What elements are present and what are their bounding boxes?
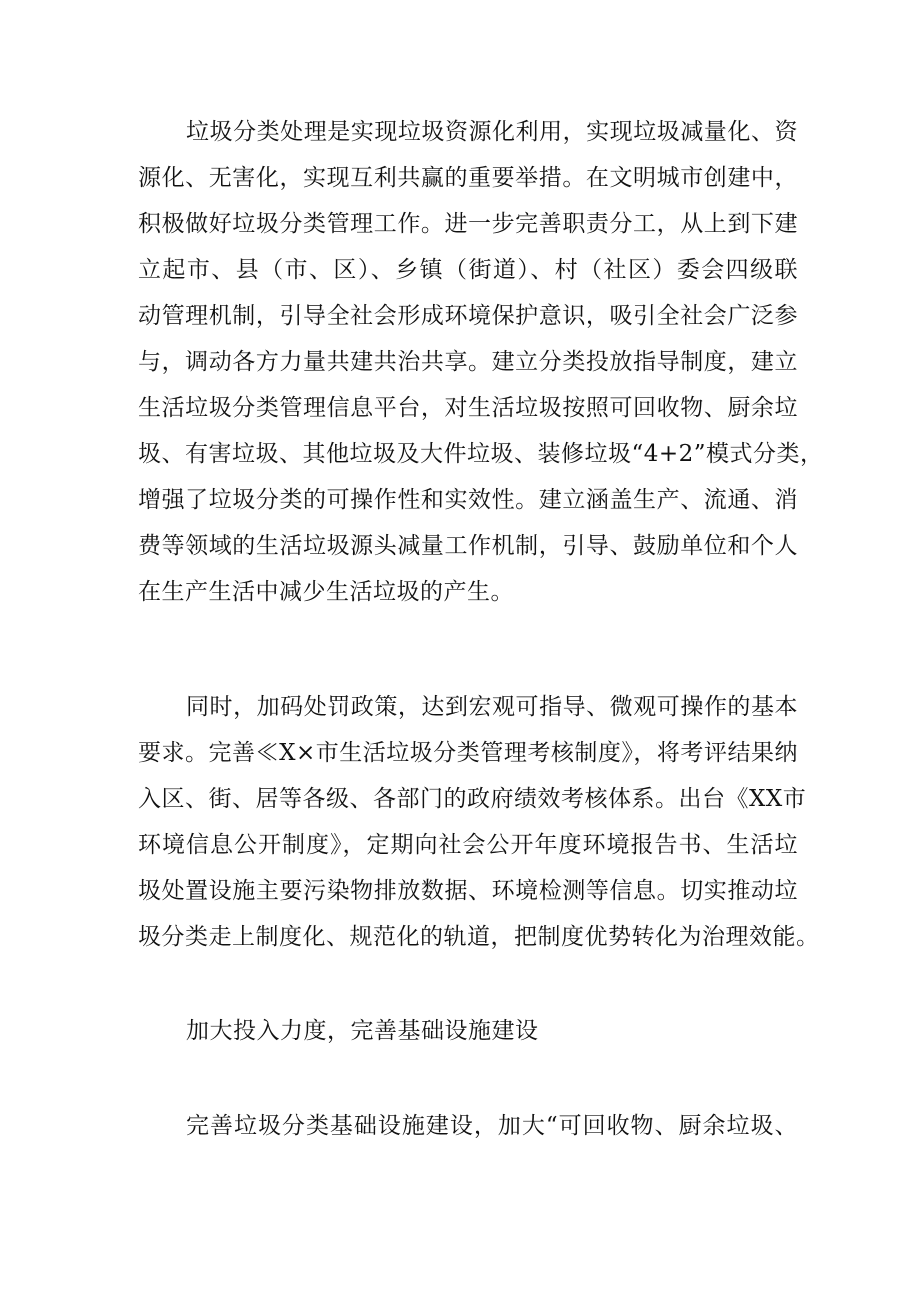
paragraph-line: 要求。完善≪X×市生活垃圾分类管理考核制度》，将考评结果纳 [138, 740, 798, 766]
paragraph-line: 增强了垃圾分类的可操作性和实效性。建立涵盖生产、流通、消 [138, 487, 798, 513]
paragraph-line: 完善垃圾分类基础设施建设，加大“可回收物、厨余垃圾、 [186, 1113, 798, 1139]
paragraph-line: 源化、无害化，实现互利共赢的重要举措。在文明城市创建中， [138, 165, 798, 191]
paragraph-line: 动管理机制，引导全社会形成环境保护意识，吸引全社会广泛参 [138, 303, 798, 329]
paragraph-line: 与，调动各方力量共建共治共享。建立分类投放指导制度，建立 [138, 349, 798, 375]
paragraph-line: 环境信息公开制度》，定期向社会公开年度环境报告书、生活垃 [138, 832, 798, 858]
paragraph-line: 圾处置设施主要污染物排放数据、环境检测等信息。切实推动垃 [138, 878, 798, 904]
paragraph-line: 费等领域的生活垃圾源头减量工作机制，引导、鼓励单位和个人 [138, 533, 798, 559]
paragraph-line: 圾分类走上制度化、规范化的轨道，把制度优势转化为治理效能。 [138, 924, 820, 950]
section-heading: 加大投入力度，完善基础设施建设 [186, 1018, 539, 1044]
paragraph-line: 立起市、县（市、区）、乡镇（街道）、村（社区）委会四级联 [138, 257, 798, 283]
paragraph-line: 同时，加码处罚政策，达到宏观可指导、微观可操作的基本 [186, 694, 798, 720]
paragraph-line: 生活垃圾分类管理信息平台，对生活垃圾按照可回收物、厨余垃 [138, 395, 798, 421]
paragraph-line: 在生产生活中减少生活垃圾的产生。 [138, 579, 514, 605]
paragraph-line: 圾、有害垃圾、其他垃圾及大件垃圾、装修垃圾“4+2”模式分类， [138, 441, 824, 467]
paragraph-line: 垃圾分类处理是实现垃圾资源化利用，实现垃圾减量化、资 [186, 119, 798, 145]
paragraph-line: 入区、街、居等各级、各部门的政府绩效考核体系。出台《XX市 [138, 786, 807, 812]
paragraph-line: 积极做好垃圾分类管理工作。进一步完善职责分工，从上到下建 [138, 211, 798, 237]
